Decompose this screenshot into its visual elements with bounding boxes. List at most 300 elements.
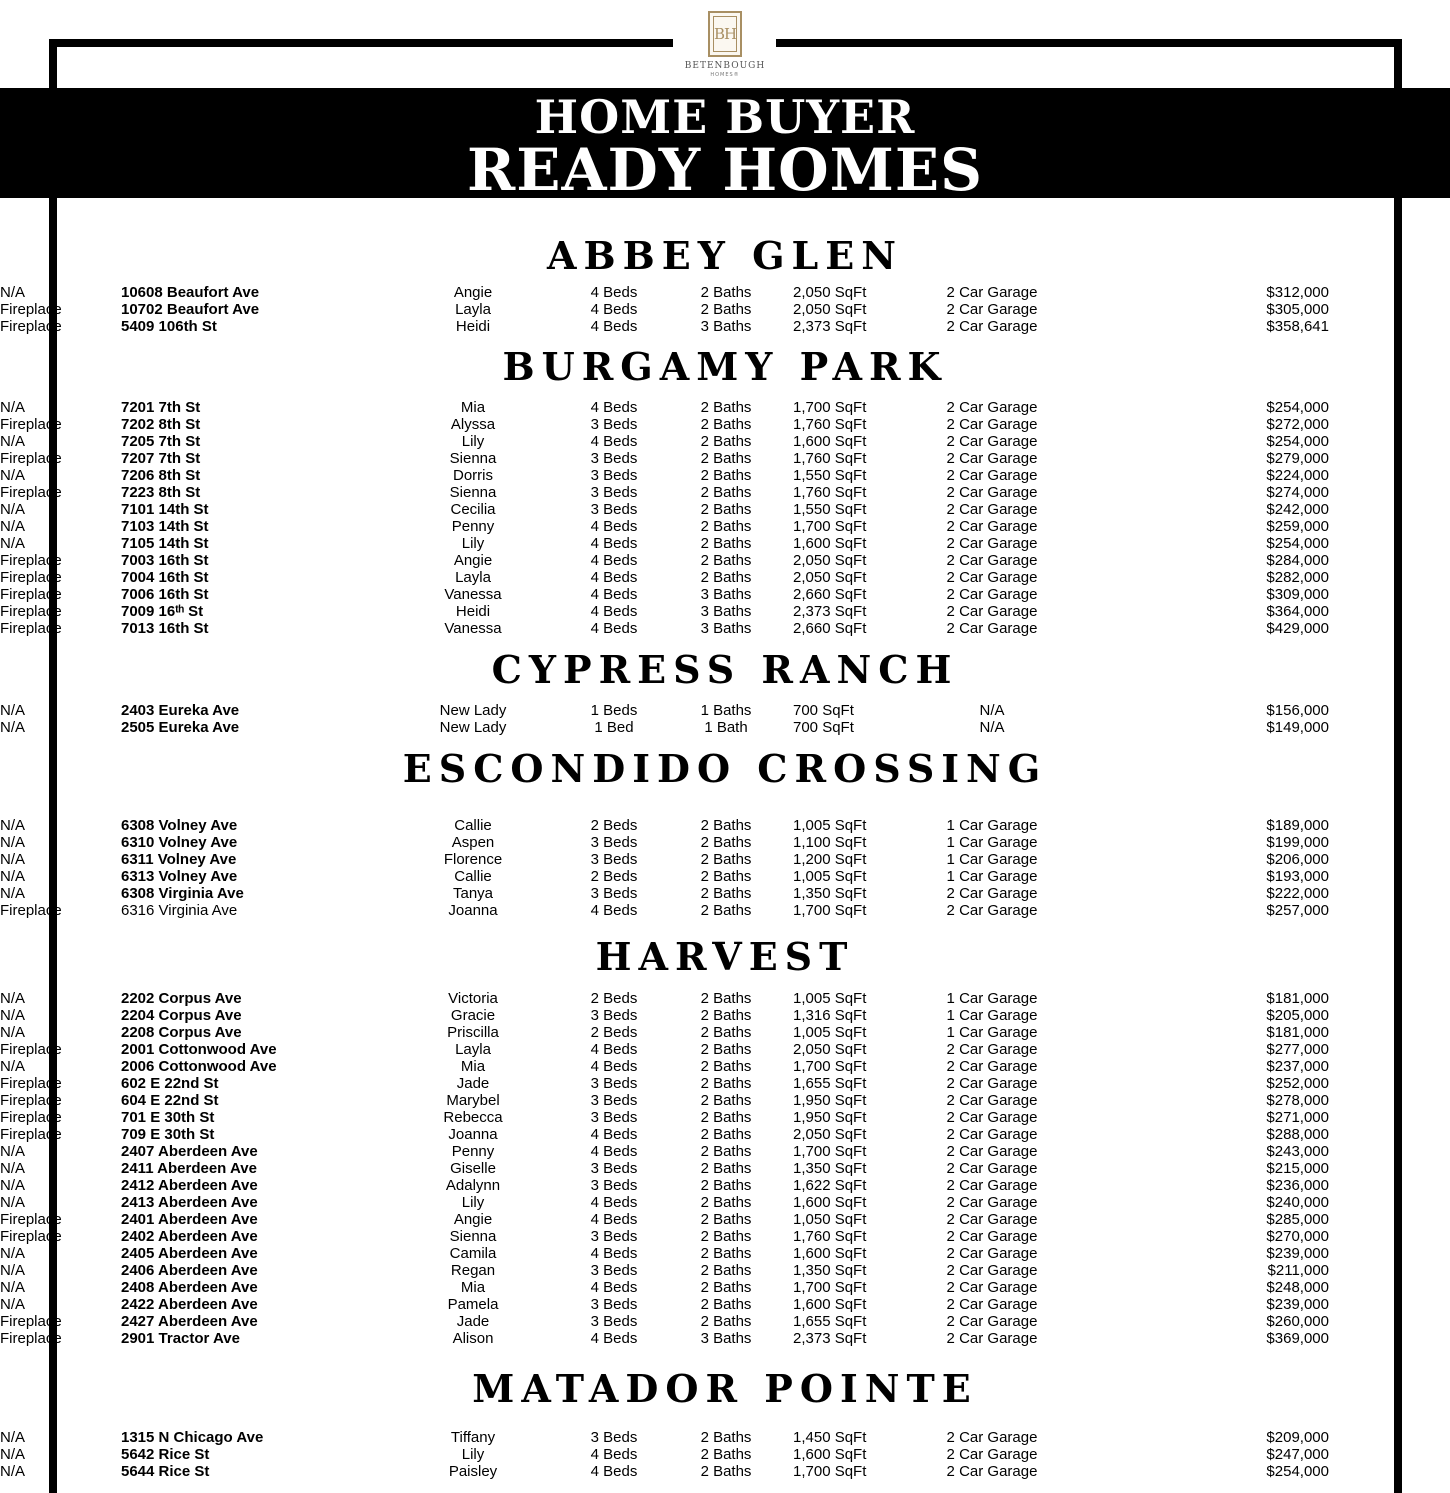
listing-beds: 2 Beds <box>590 1024 638 1041</box>
listing-model-name: Camila <box>449 1245 497 1262</box>
listing-feature: N/A <box>0 433 26 450</box>
listing-address: 2413 Aberdeen Ave <box>121 1194 258 1211</box>
listing-price: $260,000 <box>1266 1313 1329 1330</box>
listing-beds: 3 Beds <box>590 1296 638 1313</box>
listing-baths: 3 Baths <box>700 603 752 620</box>
listing-garage: 2 Car Garage <box>946 1330 1038 1347</box>
listing-baths: 2 Baths <box>700 1463 752 1480</box>
listing-beds: 4 Beds <box>590 552 638 569</box>
listing-feature: N/A <box>0 1024 26 1041</box>
listing-address: 6313 Volney Ave <box>121 868 238 885</box>
listing-model-name: Layla <box>455 1041 491 1058</box>
listing-price: $243,000 <box>1266 1143 1329 1160</box>
listing-baths: 2 Baths <box>700 1228 752 1245</box>
listing-row <box>0 569 1450 586</box>
listing-address: 2001 Cottonwood Ave <box>121 1041 277 1058</box>
listing-row <box>0 1177 1450 1194</box>
listing-address: 2402 Aberdeen Ave <box>121 1228 258 1245</box>
listing-address: 7101 14th St <box>121 501 209 518</box>
listing-feature: N/A <box>0 702 26 719</box>
listing-model-name: Paisley <box>448 1463 498 1480</box>
listing-row <box>0 467 1450 484</box>
listing-square-feet: 700 SqFt <box>793 719 854 736</box>
listing-feature: Fireplace <box>0 1041 62 1058</box>
listing-garage: 2 Car Garage <box>946 484 1038 501</box>
listing-address: 1315 N Chicago Ave <box>121 1429 264 1446</box>
listing-feature: Fireplace <box>0 484 62 501</box>
listing-table <box>0 1429 1450 1480</box>
listing-beds: 4 Beds <box>590 1058 638 1075</box>
listing-square-feet: 2,050 SqFt <box>793 284 867 301</box>
listing-price: $369,000 <box>1266 1330 1329 1347</box>
listing-baths: 3 Baths <box>700 620 752 637</box>
listing-garage: 2 Car Garage <box>946 518 1038 535</box>
listing-square-feet: 1,655 SqFt <box>793 1313 867 1330</box>
listing-beds: 3 Beds <box>590 1092 638 1109</box>
listing-square-feet: 2,050 SqFt <box>793 1041 867 1058</box>
listing-square-feet: 1,700 SqFt <box>793 1463 867 1480</box>
listing-address: 7206 8th St <box>121 467 201 484</box>
listing-baths: 2 Baths <box>700 433 752 450</box>
listing-baths: 2 Baths <box>700 301 752 318</box>
listing-price: $199,000 <box>1266 834 1329 851</box>
listing-feature: N/A <box>0 851 26 868</box>
listing-feature: Fireplace <box>0 552 62 569</box>
listing-price: $181,000 <box>1266 1024 1329 1041</box>
listing-garage: 2 Car Garage <box>946 1041 1038 1058</box>
listing-price: $278,000 <box>1266 1092 1329 1109</box>
listing-row <box>0 1296 1450 1313</box>
listing-address: 2405 Aberdeen Ave <box>121 1245 258 1262</box>
listing-garage: 2 Car Garage <box>946 1058 1038 1075</box>
listing-baths: 3 Baths <box>700 318 752 335</box>
listing-model-name: New Lady <box>439 719 507 736</box>
listing-address: 7105 14th St <box>121 535 209 552</box>
listing-beds: 3 Beds <box>590 1007 638 1024</box>
listing-baths: 2 Baths <box>700 552 752 569</box>
listing-beds: 3 Beds <box>590 1228 638 1245</box>
listing-model-name: Joanna <box>448 1126 498 1143</box>
listing-row <box>0 535 1450 552</box>
listing-garage: 2 Car Garage <box>946 902 1038 919</box>
listing-model-name: Pamela <box>447 1296 499 1313</box>
listing-price: $284,000 <box>1266 552 1329 569</box>
listing-row <box>0 450 1450 467</box>
listing-feature: N/A <box>0 1007 26 1024</box>
listing-garage: 1 Car Garage <box>946 868 1038 885</box>
listing-feature: N/A <box>0 1194 26 1211</box>
listing-beds: 2 Beds <box>590 990 638 1007</box>
listing-square-feet: 2,050 SqFt <box>793 301 867 318</box>
listing-square-feet: 2,050 SqFt <box>793 552 867 569</box>
listing-baths: 2 Baths <box>700 501 752 518</box>
listing-garage: 2 Car Garage <box>946 1296 1038 1313</box>
listing-garage: 1 Car Garage <box>946 990 1038 1007</box>
listing-row <box>0 1313 1450 1330</box>
listing-row <box>0 1330 1450 1347</box>
listing-model-name: Tanya <box>452 885 494 902</box>
brand-sub: HOMES® <box>710 72 740 78</box>
listing-model-name: Angie <box>453 284 493 301</box>
listing-price: $222,000 <box>1266 885 1329 902</box>
listing-beds: 4 Beds <box>590 1463 638 1480</box>
listing-square-feet: 2,050 SqFt <box>793 569 867 586</box>
listing-baths: 2 Baths <box>700 1211 752 1228</box>
listing-row <box>0 518 1450 535</box>
brand-name: BETENBOUGH <box>684 61 766 71</box>
listing-model-name: New Lady <box>439 702 507 719</box>
listing-beds: 3 Beds <box>590 1109 638 1126</box>
listing-beds: 4 Beds <box>590 1211 638 1228</box>
listing-garage: 2 Car Garage <box>946 1177 1038 1194</box>
listing-square-feet: 1,600 SqFt <box>793 433 867 450</box>
listing-address: 701 E 30th St <box>121 1109 215 1126</box>
listing-baths: 2 Baths <box>700 1007 752 1024</box>
listing-row <box>0 1245 1450 1262</box>
section-title: BURGAMY PARK <box>502 344 948 389</box>
listing-address: 2408 Aberdeen Ave <box>121 1279 258 1296</box>
listing-model-name: Rebecca <box>443 1109 503 1126</box>
listing-price: $206,000 <box>1266 851 1329 868</box>
listing-beds: 2 Beds <box>590 817 638 834</box>
listing-beds: 3 Beds <box>590 484 638 501</box>
listing-price: $209,000 <box>1266 1429 1329 1446</box>
listing-baths: 2 Baths <box>700 450 752 467</box>
listing-price: $257,000 <box>1266 902 1329 919</box>
listing-model-name: Layla <box>455 569 491 586</box>
listing-price: $358,641 <box>1266 318 1329 335</box>
listing-row <box>0 552 1450 569</box>
listing-row <box>0 620 1450 637</box>
listing-price: $312,000 <box>1266 284 1329 301</box>
listing-baths: 2 Baths <box>700 1194 752 1211</box>
listing-row <box>0 1160 1450 1177</box>
listing-square-feet: 2,373 SqFt <box>793 1330 867 1347</box>
listing-model-name: Callie <box>454 817 492 834</box>
listing-model-name: Priscilla <box>447 1024 499 1041</box>
listing-row <box>0 318 1450 335</box>
listing-address: 6308 Volney Ave <box>121 817 238 834</box>
listing-model-name: Penny <box>451 1143 495 1160</box>
listing-beds: 4 Beds <box>590 399 638 416</box>
listing-row <box>0 1075 1450 1092</box>
listing-square-feet: 1,950 SqFt <box>793 1092 867 1109</box>
listing-address: 2505 Eureka Ave <box>121 719 240 736</box>
listing-row <box>0 501 1450 518</box>
listing-beds: 4 Beds <box>590 603 638 620</box>
listing-row <box>0 1109 1450 1126</box>
listing-row <box>0 1143 1450 1160</box>
listing-row <box>0 1429 1450 1446</box>
listing-garage: 2 Car Garage <box>946 1143 1038 1160</box>
listing-price: $149,000 <box>1266 719 1329 736</box>
listing-beds: 3 Beds <box>590 834 638 851</box>
listing-beds: 4 Beds <box>590 1330 638 1347</box>
listing-baths: 2 Baths <box>700 990 752 1007</box>
listing-address: 2407 Aberdeen Ave <box>121 1143 258 1160</box>
listing-address: 2006 Cottonwood Ave <box>121 1058 277 1075</box>
listing-baths: 2 Baths <box>700 484 752 501</box>
listing-garage: 2 Car Garage <box>946 284 1038 301</box>
listing-model-name: Jade <box>456 1075 490 1092</box>
listing-feature: N/A <box>0 1177 26 1194</box>
listing-feature: Fireplace <box>0 1075 62 1092</box>
listing-feature: Fireplace <box>0 416 62 433</box>
listing-row <box>0 1092 1450 1109</box>
listing-beds: 4 Beds <box>590 569 638 586</box>
listing-square-feet: 1,350 SqFt <box>793 1160 867 1177</box>
listing-square-feet: 1,760 SqFt <box>793 484 867 501</box>
listing-beds: 4 Beds <box>590 1194 638 1211</box>
listing-price: $254,000 <box>1266 1463 1329 1480</box>
listing-baths: 2 Baths <box>700 1245 752 1262</box>
listing-garage: N/A <box>979 702 1005 719</box>
listing-square-feet: 1,450 SqFt <box>793 1429 867 1446</box>
listing-beds: 4 Beds <box>590 1126 638 1143</box>
listing-model-name: Mia <box>460 1058 486 1075</box>
listing-square-feet: 2,660 SqFt <box>793 620 867 637</box>
listing-square-feet: 1,005 SqFt <box>793 868 867 885</box>
listing-garage: 2 Car Garage <box>946 535 1038 552</box>
listing-model-name: Lily <box>461 1194 485 1211</box>
listing-feature: N/A <box>0 535 26 552</box>
listing-price: $181,000 <box>1266 990 1329 1007</box>
listing-garage: 2 Car Garage <box>946 1313 1038 1330</box>
listing-row <box>0 1211 1450 1228</box>
listing-feature: N/A <box>0 990 26 1007</box>
listing-address: 5642 Rice St <box>121 1446 210 1463</box>
listing-garage: 2 Car Garage <box>946 301 1038 318</box>
listing-feature: Fireplace <box>0 1330 62 1347</box>
listing-beds: 4 Beds <box>590 1245 638 1262</box>
listing-beds: 4 Beds <box>590 284 638 301</box>
listing-square-feet: 2,050 SqFt <box>793 1126 867 1143</box>
listing-baths: 3 Baths <box>700 1330 752 1347</box>
listing-square-feet: 1,005 SqFt <box>793 1024 867 1041</box>
listing-beds: 4 Beds <box>590 902 638 919</box>
listing-feature: N/A <box>0 399 26 416</box>
listing-model-name: Gracie <box>450 1007 496 1024</box>
listing-square-feet: 1,760 SqFt <box>793 416 867 433</box>
listing-row <box>0 1463 1450 1480</box>
listing-address: 7103 14th St <box>121 518 209 535</box>
listing-beds: 3 Beds <box>590 885 638 902</box>
listing-baths: 2 Baths <box>700 868 752 885</box>
listing-feature: N/A <box>0 1245 26 1262</box>
listing-feature: Fireplace <box>0 1092 62 1109</box>
listing-feature: N/A <box>0 1058 26 1075</box>
listing-beds: 4 Beds <box>590 1041 638 1058</box>
listing-model-name: Tiffany <box>450 1429 496 1446</box>
listing-row <box>0 1041 1450 1058</box>
listing-feature: N/A <box>0 1429 26 1446</box>
listing-garage: 1 Car Garage <box>946 817 1038 834</box>
listing-garage: 2 Car Garage <box>946 885 1038 902</box>
section-matador-pointe <box>0 1366 1450 1480</box>
listing-baths: 1 Bath <box>704 719 748 736</box>
listing-feature: N/A <box>0 885 26 902</box>
listing-model-name: Mia <box>460 399 486 416</box>
listing-beds: 3 Beds <box>590 1177 638 1194</box>
listing-address: 7223 8th St <box>121 484 201 501</box>
listing-square-feet: 1,600 SqFt <box>793 1194 867 1211</box>
listing-square-feet: 1,316 SqFt <box>793 1007 867 1024</box>
listing-row <box>0 586 1450 603</box>
listing-baths: 2 Baths <box>700 1126 752 1143</box>
listing-price: $270,000 <box>1266 1228 1329 1245</box>
listing-model-name: Lily <box>461 433 485 450</box>
listing-beds: 3 Beds <box>590 1160 638 1177</box>
listing-garage: 2 Car Garage <box>946 1262 1038 1279</box>
listing-price: $215,000 <box>1266 1160 1329 1177</box>
listing-row <box>0 1262 1450 1279</box>
listing-price: $279,000 <box>1266 450 1329 467</box>
listing-model-name: Regan <box>450 1262 496 1279</box>
listing-address: 7004 16th St <box>121 569 209 586</box>
listing-model-name: Lily <box>461 1446 485 1463</box>
listing-row <box>0 817 1450 834</box>
listing-model-name: Florence <box>443 851 503 868</box>
listing-square-feet: 1,350 SqFt <box>793 1262 867 1279</box>
section-abbey-glen <box>0 233 1450 335</box>
listing-row <box>0 702 1450 719</box>
listing-garage: 2 Car Garage <box>946 1245 1038 1262</box>
listing-row <box>0 902 1450 919</box>
frame-top-right <box>776 39 1402 47</box>
listing-square-feet: 1,050 SqFt <box>793 1211 867 1228</box>
listing-price: $240,000 <box>1266 1194 1329 1211</box>
listing-row <box>0 719 1450 736</box>
listing-beds: 3 Beds <box>590 1075 638 1092</box>
listing-model-name: Dorris <box>453 467 493 484</box>
listing-price: $271,000 <box>1266 1109 1329 1126</box>
listing-price: $189,000 <box>1266 817 1329 834</box>
listing-baths: 2 Baths <box>700 1160 752 1177</box>
listing-model-name: Adalynn <box>445 1177 501 1194</box>
listing-price: $239,000 <box>1266 1296 1329 1313</box>
listing-garage: 2 Car Garage <box>946 1446 1038 1463</box>
listing-price: $242,000 <box>1266 501 1329 518</box>
listing-square-feet: 1,700 SqFt <box>793 1279 867 1296</box>
listing-address: 2427 Aberdeen Ave <box>121 1313 258 1330</box>
listing-beds: 1 Bed <box>594 719 634 736</box>
listing-address: 2412 Aberdeen Ave <box>121 1177 258 1194</box>
listing-square-feet: 2,373 SqFt <box>793 603 867 620</box>
listing-price: $305,000 <box>1266 301 1329 318</box>
listing-row <box>0 1228 1450 1245</box>
listing-square-feet: 1,550 SqFt <box>793 467 867 484</box>
listing-address: 7006 16th St <box>121 586 209 603</box>
listing-square-feet: 1,760 SqFt <box>793 1228 867 1245</box>
listing-address: 5644 Rice St <box>121 1463 210 1480</box>
section-title: ESCONDIDO CROSSING <box>402 746 1048 791</box>
listing-row <box>0 433 1450 450</box>
listing-model-name: Vanessa <box>444 620 502 637</box>
listing-price: $236,000 <box>1266 1177 1329 1194</box>
listing-garage: 2 Car Garage <box>946 603 1038 620</box>
listing-price: $248,000 <box>1266 1279 1329 1296</box>
listing-baths: 2 Baths <box>700 1177 752 1194</box>
section-title: MATADOR POINTE <box>472 1366 978 1411</box>
listing-feature: Fireplace <box>0 450 62 467</box>
listing-address: 709 E 30th St <box>121 1126 215 1143</box>
listing-address: 2403 Eureka Ave <box>121 702 240 719</box>
listing-beds: 4 Beds <box>590 535 638 552</box>
listing-row <box>0 284 1450 301</box>
listing-row <box>0 1194 1450 1211</box>
listing-price: $239,000 <box>1266 1245 1329 1262</box>
listing-garage: 2 Car Garage <box>946 1228 1038 1245</box>
listing-price: $364,000 <box>1266 603 1329 620</box>
listing-feature: N/A <box>0 1463 26 1480</box>
listing-beds: 4 Beds <box>590 433 638 450</box>
listing-beds: 2 Beds <box>590 868 638 885</box>
listing-garage: 1 Car Garage <box>946 851 1038 868</box>
listing-model-name: Heidi <box>455 318 491 335</box>
listing-row <box>0 990 1450 1007</box>
listing-price: $237,000 <box>1266 1058 1329 1075</box>
listing-garage: 2 Car Garage <box>946 1092 1038 1109</box>
listing-square-feet: 1,350 SqFt <box>793 885 867 902</box>
listing-feature: Fireplace <box>0 318 62 335</box>
listing-beds: 3 Beds <box>590 501 638 518</box>
listing-address: 7205 7th St <box>121 433 201 450</box>
listing-garage: 2 Car Garage <box>946 1463 1038 1480</box>
listing-row <box>0 851 1450 868</box>
listing-garage: 2 Car Garage <box>946 1160 1038 1177</box>
listing-square-feet: 1,005 SqFt <box>793 990 867 1007</box>
listing-feature: Fireplace <box>0 603 62 620</box>
listing-baths: 2 Baths <box>700 1313 752 1330</box>
listing-row <box>0 301 1450 318</box>
listing-square-feet: 1,200 SqFt <box>793 851 867 868</box>
listing-feature: N/A <box>0 868 26 885</box>
listing-garage: 1 Car Garage <box>946 1007 1038 1024</box>
listing-feature: N/A <box>0 1262 26 1279</box>
listing-row <box>0 416 1450 433</box>
listing-feature: N/A <box>0 1296 26 1313</box>
listing-address: 7013 16th St <box>121 620 209 637</box>
listing-feature: Fireplace <box>0 1228 62 1245</box>
listing-baths: 2 Baths <box>700 1143 752 1160</box>
listing-address: 7003 16th St <box>121 552 209 569</box>
listing-model-name: Alyssa <box>450 416 496 433</box>
listing-beds: 3 Beds <box>590 1262 638 1279</box>
listing-garage: 2 Car Garage <box>946 1211 1038 1228</box>
listing-garage: 2 Car Garage <box>946 1194 1038 1211</box>
listing-square-feet: 1,600 SqFt <box>793 535 867 552</box>
listing-baths: 2 Baths <box>700 1041 752 1058</box>
listing-square-feet: 1,600 SqFt <box>793 1296 867 1313</box>
section-escondido-crossing <box>0 746 1450 919</box>
listing-feature: N/A <box>0 834 26 851</box>
listing-row <box>0 868 1450 885</box>
listing-price: $224,000 <box>1266 467 1329 484</box>
listing-beds: 3 Beds <box>590 851 638 868</box>
listing-row <box>0 834 1450 851</box>
listing-address: 2208 Corpus Ave <box>121 1024 242 1041</box>
listing-model-name: Marybel <box>446 1092 500 1109</box>
listing-feature: N/A <box>0 1446 26 1463</box>
section-cypress-ranch <box>0 647 1450 736</box>
listing-beds: 3 Beds <box>590 416 638 433</box>
listing-price: $254,000 <box>1266 433 1329 450</box>
listing-address: 602 E 22nd St <box>121 1075 219 1092</box>
listing-model-name: Joanna <box>448 902 498 919</box>
listing-square-feet: 1,622 SqFt <box>793 1177 867 1194</box>
listing-baths: 2 Baths <box>700 1075 752 1092</box>
listing-price: $156,000 <box>1266 702 1329 719</box>
